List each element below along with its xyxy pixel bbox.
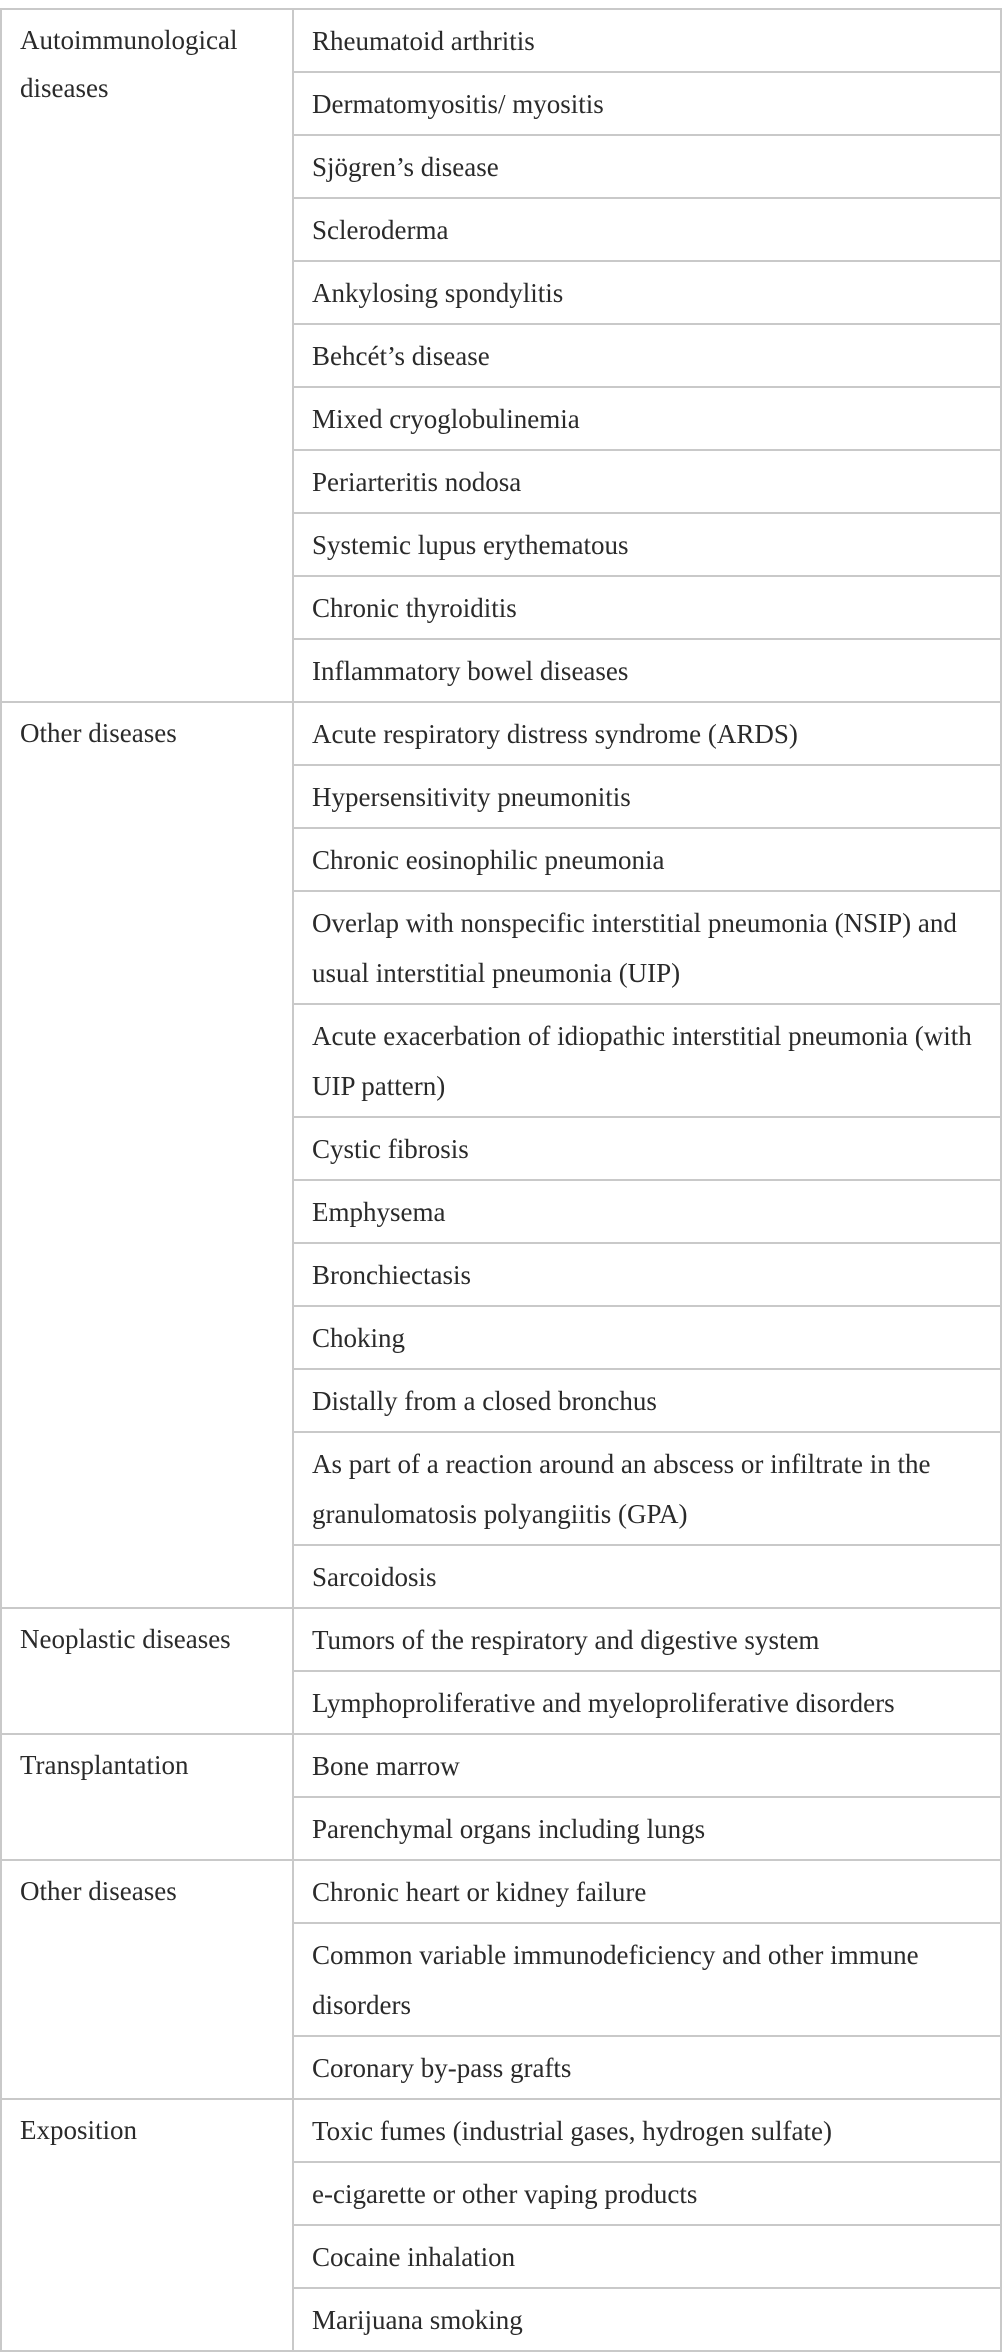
- category-cell: Transplantation: [1, 1734, 293, 1860]
- condition-cell: Lymphoproliferative and myeloproliferative disorders: [293, 1671, 1001, 1734]
- table-row: [1, 1608, 1001, 1671]
- condition-cell: Hypersensitivity pneumonitis: [293, 765, 1001, 828]
- condition-cell: Scleroderma: [293, 198, 1001, 261]
- category-cell: Other diseases: [1, 702, 293, 1608]
- condition-cell: Chronic heart or kidney failure: [293, 1860, 1001, 1923]
- condition-cell: Acute respiratory distress syndrome (ARDS): [293, 702, 1001, 765]
- condition-cell: Coronary by-pass grafts: [293, 2036, 1001, 2099]
- condition-cell: Chronic eosinophilic pneumonia: [293, 828, 1001, 891]
- condition-cell: Behcét’s disease: [293, 324, 1001, 387]
- table-row: [1, 702, 1001, 765]
- condition-cell: As part of a reaction around an abscess or infiltrate in the granulomatosis polyangiitis (GPA): [293, 1432, 1001, 1545]
- condition-cell: Chronic thyroiditis: [293, 576, 1001, 639]
- condition-cell: Cystic fibrosis: [293, 1117, 1001, 1180]
- table-body: [1, 9, 1001, 2351]
- table-row: [1, 2099, 1001, 2162]
- condition-cell: Ankylosing spondylitis: [293, 261, 1001, 324]
- condition-cell: Overlap with nonspecific interstitial pneumonia (NSIP) and usual interstitial pneumonia (UIP): [293, 891, 1001, 1004]
- condition-cell: Emphysema: [293, 1180, 1001, 1243]
- condition-cell: Bronchiectasis: [293, 1243, 1001, 1306]
- condition-cell: Acute exacerbation of idiopathic interstitial pneumonia (with UIP pattern): [293, 1004, 1001, 1117]
- condition-cell: Marijuana smoking: [293, 2288, 1001, 2351]
- condition-cell: Systemic lupus erythematous: [293, 513, 1001, 576]
- disease-table: [0, 8, 1002, 2352]
- condition-cell: Distally from a closed bronchus: [293, 1369, 1001, 1432]
- condition-cell: Mixed cryoglobulinemia: [293, 387, 1001, 450]
- category-cell: Neoplastic diseases: [1, 1608, 293, 1734]
- table-row: [1, 1734, 1001, 1797]
- condition-cell: Dermatomyositis/ myositis: [293, 72, 1001, 135]
- condition-cell: Cocaine inhalation: [293, 2225, 1001, 2288]
- condition-cell: Sjögren’s disease: [293, 135, 1001, 198]
- condition-cell: Inflammatory bowel diseases: [293, 639, 1001, 702]
- condition-cell: Choking: [293, 1306, 1001, 1369]
- condition-cell: Common variable immunodeficiency and other immune disorders: [293, 1923, 1001, 2036]
- table-row: [1, 1860, 1001, 1923]
- category-cell: Autoimmunological diseases: [1, 9, 293, 702]
- table-row: [1, 9, 1001, 72]
- condition-cell: Tumors of the respiratory and digestive system: [293, 1608, 1001, 1671]
- condition-cell: Sarcoidosis: [293, 1545, 1001, 1608]
- category-cell: Other diseases: [1, 1860, 293, 2099]
- category-cell: Exposition: [1, 2099, 293, 2351]
- condition-cell: Toxic fumes (industrial gases, hydrogen sulfate): [293, 2099, 1001, 2162]
- condition-cell: Parenchymal organs including lungs: [293, 1797, 1001, 1860]
- condition-cell: Periarteritis nodosa: [293, 450, 1001, 513]
- condition-cell: e-cigarette or other vaping products: [293, 2162, 1001, 2225]
- condition-cell: Rheumatoid arthritis: [293, 9, 1001, 72]
- condition-cell: Bone marrow: [293, 1734, 1001, 1797]
